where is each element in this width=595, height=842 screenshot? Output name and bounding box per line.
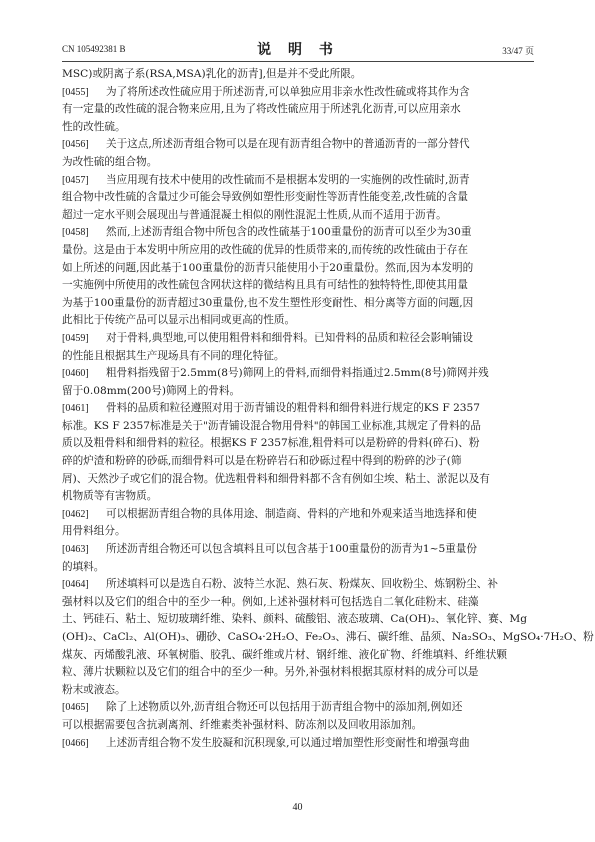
- text-line: [62, 365, 534, 383]
- text-line: [62, 629, 594, 647]
- paragraph-number: [0458]: [62, 227, 89, 239]
- line-text: 粒、薄片状颗粒以及它们的组合中的至少一种。另外,补强材料根据其原材料的成分可以是: [62, 666, 479, 679]
- line-text: 质以及粗骨料和细骨料的粒径。根据KS F 2357标准,粗骨料可以是粉碎的骨料(碎石)、粉: [62, 437, 480, 450]
- text-line: [62, 664, 534, 682]
- paragraph-number: [0464]: [62, 579, 89, 591]
- line-text: 机物质等有害物质。: [62, 490, 158, 503]
- text-line: [62, 295, 534, 313]
- line-text: 量份。这是由于本发明中所应用的改性硫的优异的性质带来的,而传统的改性硫由于存在: [62, 243, 468, 256]
- line-text: 此相比于传统产品可以显示出相同或更高的性质。: [62, 314, 296, 327]
- text-line: [62, 699, 534, 717]
- paragraph-number: [0461]: [62, 403, 89, 415]
- text-line: [62, 682, 534, 700]
- line-text: 一实施例中所使用的改性硫包含网状这样的微结构且具有可结性的独特特性,即使其用量: [62, 279, 468, 292]
- text-line: [62, 559, 534, 577]
- text-line: [62, 101, 534, 119]
- text-line: [62, 647, 534, 665]
- line-text: 留于0.08mm(200号)筛网上的骨料。: [62, 384, 241, 397]
- page-indicator: 33/47 页: [502, 46, 534, 56]
- document-body: [62, 66, 594, 752]
- text-line: [62, 541, 534, 559]
- text-line: [62, 735, 534, 753]
- paragraph-number: [0460]: [62, 368, 89, 380]
- line-text: 为基于100重量份的沥青超过30重量份,也不发生塑性形变耐性、相分离等方面的问题,因: [62, 296, 474, 309]
- text-line: [62, 84, 534, 102]
- paragraph-number: [0459]: [62, 332, 89, 344]
- text-line: [62, 224, 534, 242]
- line-text: 对于骨料,典型地,可以使用粗骨料和细骨料。已知骨料的品质和粒径会影响铺设: [106, 331, 473, 344]
- paragraph-number: [0462]: [62, 508, 89, 520]
- line-text: 骨料的品质和粒径遵照对用于沥青铺设的粗骨料和细骨料进行规定的KS F 2357: [106, 402, 481, 415]
- line-text: 超过一定水平则会展现出与普通混凝土相似的刚性混泥土性质,从而不适用于沥青。: [62, 208, 447, 221]
- text-line: [62, 242, 534, 260]
- text-line: [62, 348, 534, 366]
- line-text: 屑)、天然沙子或它们的混合物。优选粗骨料和细骨料都不含有例如尘埃、粘土、淤泥以及有: [62, 472, 490, 485]
- text-line: [62, 488, 534, 506]
- text-line: [62, 207, 534, 225]
- line-text: 然而,上述沥青组合物中所包含的改性硫基于100重量份的沥青可以至少为30重: [106, 226, 472, 239]
- line-text: 所述沥青组合物还可以包含填料且可以包含基于100重量份的沥青为1~5重量份: [106, 543, 477, 556]
- line-text: 当应用现有技术中使用的改性硫而不是根据本发明的一实施例的改性硫时,沥青: [106, 173, 470, 186]
- text-line: [62, 611, 534, 629]
- text-line: [62, 594, 534, 612]
- text-line: [62, 471, 534, 489]
- text-line: [62, 330, 534, 348]
- line-text: (OH)₂、CaCl₂、Al(OH)₃、硼砂、CaSO₄·2H₂O、Fe₂O₃、沸石、碳纤维、晶须、Na₂SO₃、MgSO₄·7H₂O、粉: [62, 631, 594, 643]
- text-line: [62, 136, 534, 154]
- text-line: [62, 400, 534, 418]
- text-line: [62, 260, 534, 278]
- line-text: 用骨料组分。: [62, 525, 126, 538]
- line-text: 除了上述物质以外,沥青组合物还可以包括用于沥青组合物中的添加剂,例如还: [106, 701, 463, 714]
- page-header: [62, 38, 534, 60]
- paragraph-number: [0463]: [62, 544, 89, 556]
- patent-number: CN 105492381 B: [62, 44, 126, 54]
- line-text: 关于这点,所述沥青组合物可以是在现有沥青组合物中的普通沥青的一部分替代: [106, 138, 470, 151]
- paragraph-number: [0457]: [62, 174, 89, 186]
- text-line: [62, 418, 534, 436]
- line-text: 强材料以及它们的组合中的至少一种。例如,上述补强材料可包括选自二氧化硅粉末、硅藻: [62, 595, 479, 608]
- paragraph-number: [0465]: [62, 702, 89, 714]
- line-text: 为改性硫的组合物。: [62, 155, 158, 168]
- paragraph-number: [0455]: [62, 86, 89, 98]
- text-line: [62, 66, 534, 84]
- text-line: [62, 277, 534, 295]
- line-text: 土、钙硅石、粘土、短切玻璃纤维、染料、颜料、硫酸铝、液态玻璃、Ca(OH)₂、氧化锌、赛、Mg: [62, 613, 528, 626]
- text-line: [62, 154, 534, 172]
- line-text: 如上所述的问题,因此基于100重量份的沥青只能使用小于20重量份。然而,因为本发明的: [62, 261, 474, 274]
- text-line: [62, 453, 534, 471]
- page-number: 40: [292, 802, 303, 813]
- text-line: [62, 506, 534, 524]
- line-text: 所述填料可以是选自石粉、波特兰水泥、熟石灰、粉煤灰、回收粉尘、炼钢粉尘、补: [106, 578, 498, 591]
- paragraph-number: [0456]: [62, 139, 89, 151]
- text-line: [62, 172, 534, 190]
- line-text: 组合物中改性硫的含量过少可能会导致例如塑性形变耐性等沥青性能变差,改性硫的含量: [62, 191, 468, 204]
- line-text: 可以根据需要包含抗剥离剂、纤维素类补强材料、防冻剂以及回收用添加剂。: [62, 718, 423, 731]
- line-text: MSC)或阴离子系(RSA,MSA)乳化的沥青],但是并不受此所限。: [62, 68, 362, 80]
- line-text: 为了将所述改性硫应用于所述沥青,可以单独应用非亲水性改性硫或将其作为含: [106, 85, 470, 98]
- line-text: 粉末或液态。: [62, 683, 126, 696]
- text-line: [62, 119, 534, 137]
- line-text: 粗骨料指残留于2.5mm(8号)筛网上的骨料,而细骨料指通过2.5mm(8号)筛网并残: [106, 367, 489, 380]
- line-text: 有一定量的改性硫的混合物来应用,且为了将改性硫应用于所述乳化沥青,可以应用亲水: [62, 103, 461, 116]
- line-text: 性的改性硫。: [62, 120, 126, 133]
- text-line: [62, 576, 534, 594]
- line-text: 可以根据沥青组合物的具体用途、制造商、骨料的产地和外观来适当地选择和使: [106, 507, 477, 520]
- line-text: 标准。KS F 2357标准是关于"沥青铺设混合物用骨料"的韩国工业标准,其规定了骨料的品: [62, 419, 481, 432]
- line-text: 的填料。: [62, 560, 105, 573]
- text-line: [62, 189, 534, 207]
- line-text: 的性能且根据其生产现场具有不同的理化特征。: [62, 349, 285, 362]
- paragraph-number: [0466]: [62, 737, 89, 749]
- document-title: 说 明 书: [257, 42, 339, 58]
- text-line: [62, 717, 534, 735]
- text-line: [62, 383, 534, 401]
- line-text: 碎的炉渣和粉碎的砂砾,而细骨料可以是在粉碎岩石和砂砾过程中得到的粉碎的沙子(筛: [62, 455, 462, 468]
- line-text: 上述沥青组合物不发生胶凝和沉积现象,可以通过增加塑性形变耐性和增强弯曲: [106, 736, 470, 749]
- text-line: [62, 435, 534, 453]
- line-text: 煤灰、丙烯酸乳液、环氧树脂、胶乳、碳纤维或片材、钢纤维、液化矿物、纤维填料、纤维状颗: [62, 648, 507, 661]
- text-line: [62, 523, 534, 541]
- header-rule: [62, 61, 534, 62]
- text-line: [62, 312, 534, 330]
